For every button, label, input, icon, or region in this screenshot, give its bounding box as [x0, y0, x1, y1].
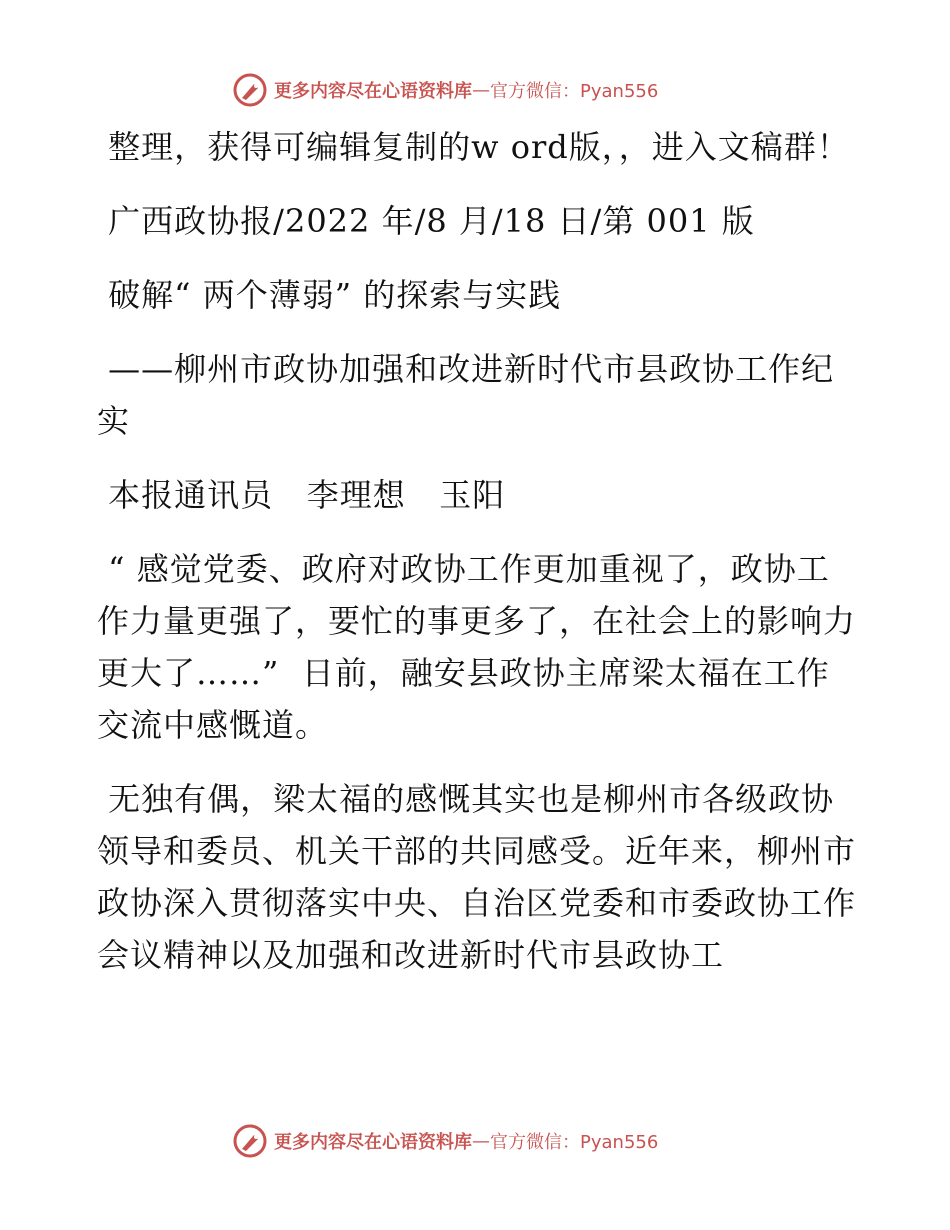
- watermark-contact: 官方微信：Pyan556: [490, 1132, 659, 1153]
- article-byline: 本报通讯员 李理想 玉阳: [97, 476, 506, 514]
- watermark-site-text: 更多内容尽在心语资料库: [274, 1132, 472, 1153]
- watermark-banner-top: [232, 70, 712, 110]
- paragraph-body-2: 无独有偶，梁太福的感慨其实也是柳州市各级政协领导和委员、机关干部的共同感受。近年来，柳州市政协深入贯彻落实中央、自治区党委和市委政协工作会议精神以及加强和改进新时代市县政协工: [97, 780, 857, 974]
- article-title: 破解“ 两个薄弱” 的探索与实践: [97, 276, 562, 314]
- article-body: [97, 121, 857, 1003]
- paragraph-source-line: 广西政协报/2022 年/8 月/18 日/第 001 版: [97, 202, 755, 240]
- watermark-separator: —: [472, 1130, 490, 1152]
- pen-nib-circle-icon: [232, 1123, 268, 1159]
- watermark-contact: 官方微信：Pyan556: [490, 81, 659, 102]
- pen-nib-circle-icon: [232, 72, 268, 108]
- watermark-site-text: 更多内容尽在心语资料库: [274, 81, 472, 102]
- watermark-separator: —: [472, 79, 490, 101]
- paragraph-body-1: “ 感觉党委、政府对政协工作更加重视了，政协工作力量更强了，要忙的事更多了，在社会上的影响力更大了……” 日前，融安县政协主席梁太福在工作交流中感慨道。: [97, 550, 857, 744]
- article-subtitle: ——柳州市政协加强和改进新时代市县政协工作纪实: [97, 350, 835, 440]
- paragraph-intro-note: 整理，获得可编辑复制的w ord版，，进入文稿群！: [97, 128, 850, 166]
- watermark-banner-bottom: [232, 1121, 712, 1161]
